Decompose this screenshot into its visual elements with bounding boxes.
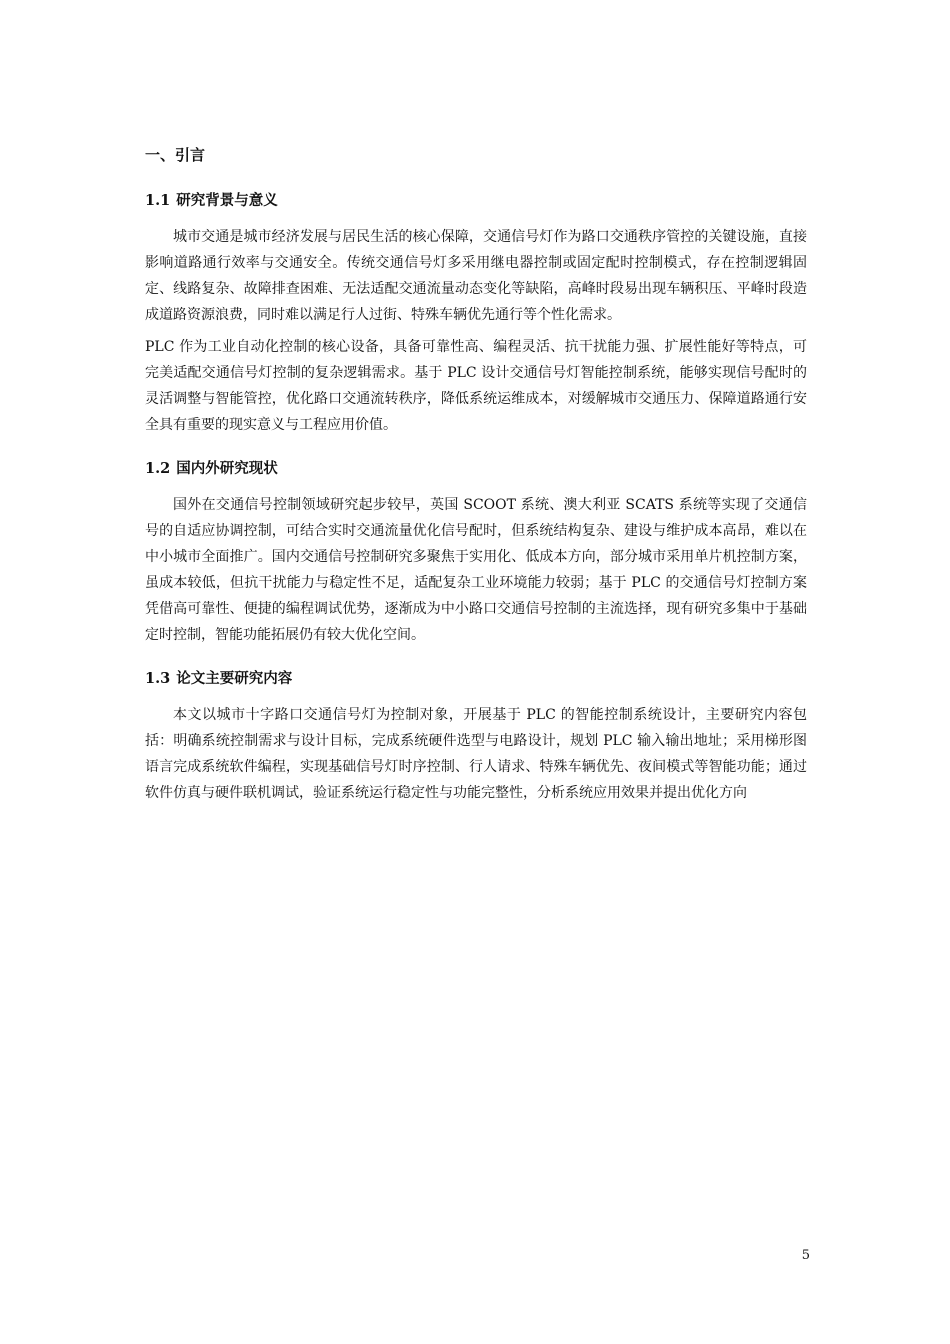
section-1-3 [145, 668, 807, 806]
section-number: 1.3 [145, 670, 171, 687]
section-1-1 [145, 190, 807, 438]
section-heading [145, 190, 807, 212]
section-1-2 [145, 458, 807, 648]
paragraph: 本文以城市十字路口交通信号灯为控制对象，开展基于 PLC 的智能控制系统设计，主要研究内容包括：明确系统控制需求与设计目标，完成系统硬件选型与电路设计，规划 PLC 输入输出地址；采用梯形图语言完成系统软件编程，实现基础信号灯时序控制、行人请求、特殊车辆优先、夜间模式等智能功能；通过软件仿真与硬件联机调试，验证系统运行稳定性与功能完整性，分析系统应用效果并提出优化方向 [145, 707, 807, 801]
paragraph: PLC 作为工业自动化控制的核心设备，具备可靠性高、编程灵活、抗干扰能力强、扩展性能好等特点，可完美适配交通信号灯控制的复杂逻辑需求。基于 PLC 设计交通信号灯智能控制系统，能够实现信号配时的灵活调整与智能管控，优化路口交通流转秩序，降低系统运维成本，对缓解城市交通压力、保障道路通行安全具有重要的现实意义与工程应用价值。 [145, 339, 807, 433]
section-number: 1.2 [145, 460, 171, 477]
page-body [145, 144, 807, 806]
paragraph: 国外在交通信号控制领域研究起步较早，英国 SCOOT 系统、澳大利亚 SCATS 系统等实现了交通信号的自适应协调控制，可结合实时交通流量优化信号配时，但系统结构复杂、建设与维护成本高昂，难以在中小城市全面推广。国内交通信号控制研究多聚焦于实用化、低成本方向，部分城市采用单片机控制方案，虽成本较低，但抗干扰能力与稳定性不足，适配复杂工业环境能力较弱；基于 PLC 的交通信号灯控制方案凭借高可靠性、便捷的编程调试优势，逐渐成为中小路口交通信号控制的主流选择，现有研究多集中于基础定时控制，智能功能拓展仍有较大优化空间。 [145, 497, 807, 643]
page-number: 5 [801, 1248, 810, 1263]
section-heading [145, 668, 807, 690]
section-number: 1.1 [145, 192, 171, 209]
paragraph: 城市交通是城市经济发展与居民生活的核心保障，交通信号灯作为路口交通秩序管控的关键设施，直接影响道路通行效率与交通安全。传统交通信号灯多采用继电器控制或固定配时控制模式，存在控制逻辑固定、线路复杂、故障排查困难、无法适配交通流量动态变化等缺陷，高峰时段易出现车辆积压、平峰时段造成道路资源浪费，同时难以满足行人过街、特殊车辆优先通行等个性化需求。 [145, 229, 807, 323]
section-heading [145, 458, 807, 480]
section-title: 国内外研究现状 [176, 461, 278, 477]
chapter-title: 一、引言 [145, 146, 206, 164]
section-title: 论文主要研究内容 [176, 671, 293, 687]
section-title: 研究背景与意义 [176, 193, 278, 209]
